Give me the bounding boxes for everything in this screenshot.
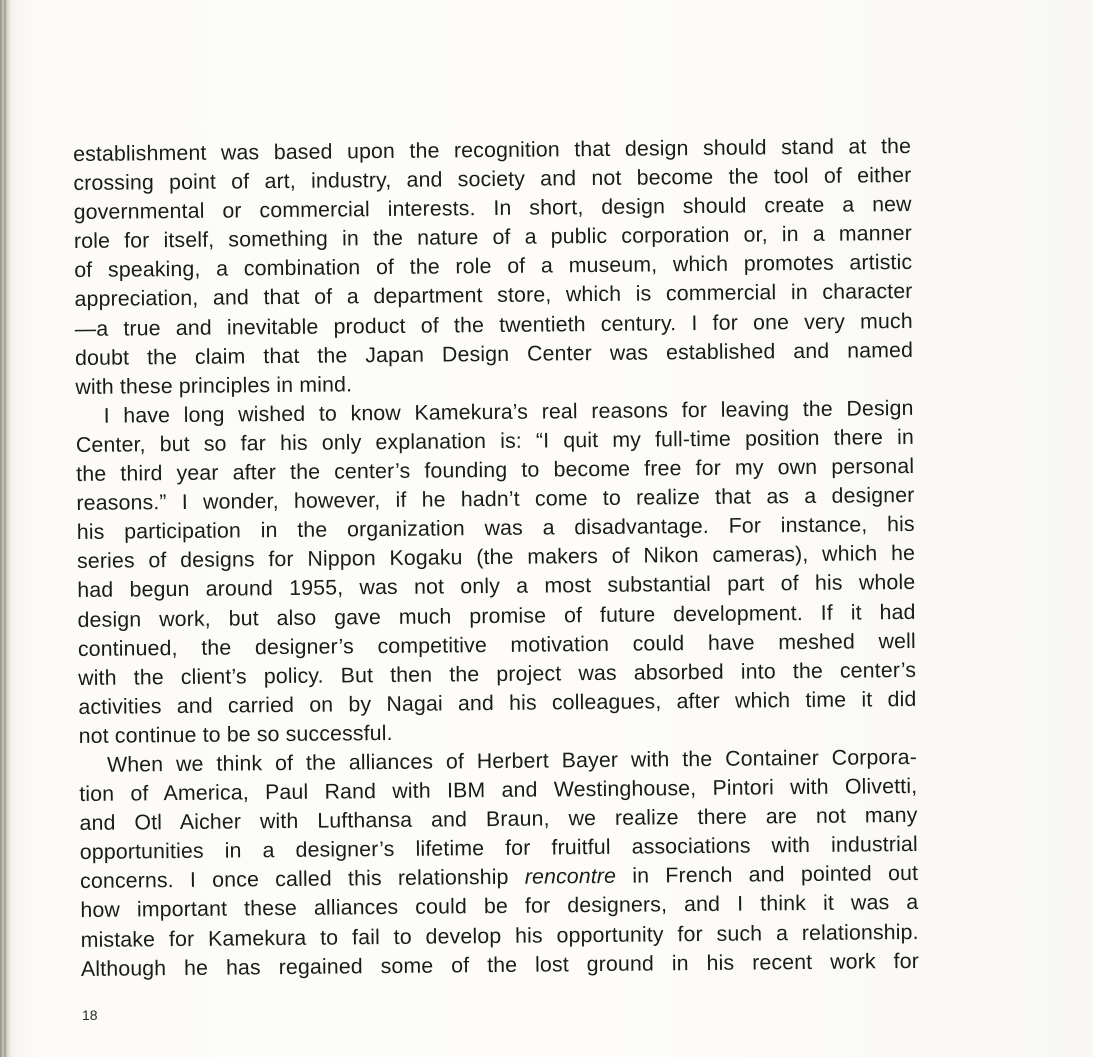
text-line: series of designs for Nippon Kogaku (the makers of Nikon cameras), which he xyxy=(76,541,916,574)
text-line: not continue to be so successful. xyxy=(78,720,393,748)
text-line: of speaking, a combination of the role of a museum, which promotes artistic xyxy=(74,250,913,283)
text-line: opportunities in a designer’s lifetime for fruitful associations with industrial xyxy=(79,832,918,865)
text-line: role for itself, something in the nature of a public corporation or, in a manner xyxy=(73,221,913,254)
text-line: design work, but also gave much promise of future development. If it had xyxy=(77,599,916,632)
text-line: had begun around 1955, was not only a most substantial part of his whole xyxy=(77,570,916,603)
text-line: his participation in the organization was a disadvantage. For instance, his xyxy=(76,512,915,545)
text-line: reasons.” I wonder, however, if he hadn’t come to realize that as a designer xyxy=(76,483,915,516)
text-line: tion of America, Paul Rand with IBM and Westinghouse, Pintori with Olivetti, xyxy=(79,773,918,807)
text-line: with these principles in mind. xyxy=(75,372,353,399)
text-line: activities and carried on by Nagai and his colleagues, after which time it did xyxy=(78,686,917,719)
text-line: When we think of the alliances of Herbert Bayer with the Container Corpora- xyxy=(106,744,918,777)
text-line: governmental or commercial interests. In short, design should create a new xyxy=(73,192,912,225)
text-line: —a true and inevitable product of the twentieth century. I for one very much xyxy=(74,308,913,341)
text-line: how important these alliances could be for designers, and I think it was a xyxy=(80,890,919,923)
text-line: the third year after the center’s founding to become free for my own personal xyxy=(76,453,915,487)
text-line: appreciation, and that of a department store, which is commercial in character xyxy=(74,279,913,312)
italic-word: rencontre xyxy=(524,864,617,890)
text-line: Although he has regained some of the lost ground in his recent work for xyxy=(80,948,920,981)
text-line: Center, but so far his only explanation is: “I quit my full-time position there in xyxy=(75,424,915,457)
text-line: mistake for Kamekura to fail to develop his opportunity for such a relationship. xyxy=(80,919,919,952)
text-segment: concerns. I once called this relationship xyxy=(80,865,525,894)
text-line: doubt the claim that the Japan Design Center was established and named xyxy=(74,337,914,370)
text-line: I have long wished to know Kamekura’s real reasons for leaving the Design xyxy=(103,395,914,428)
text-line: with the client’s policy. But then the project was absorbed into the center’s xyxy=(78,657,917,690)
text-line: crossing point of art, industry, and society and not become the tool of either xyxy=(73,163,912,196)
text-line: and Otl Aicher with Lufthansa and Braun, we realize there are not many xyxy=(79,803,918,836)
body-text xyxy=(73,132,919,984)
text-segment: in French and pointed out xyxy=(615,861,919,889)
page-number: 18 xyxy=(82,1007,98,1023)
book-binding-edge xyxy=(0,0,12,1057)
text-line: continued, the designer’s competitive motivation could have meshed well xyxy=(77,628,916,661)
text-line: establishment was based upon the recognition that design should stand at the xyxy=(73,133,912,166)
